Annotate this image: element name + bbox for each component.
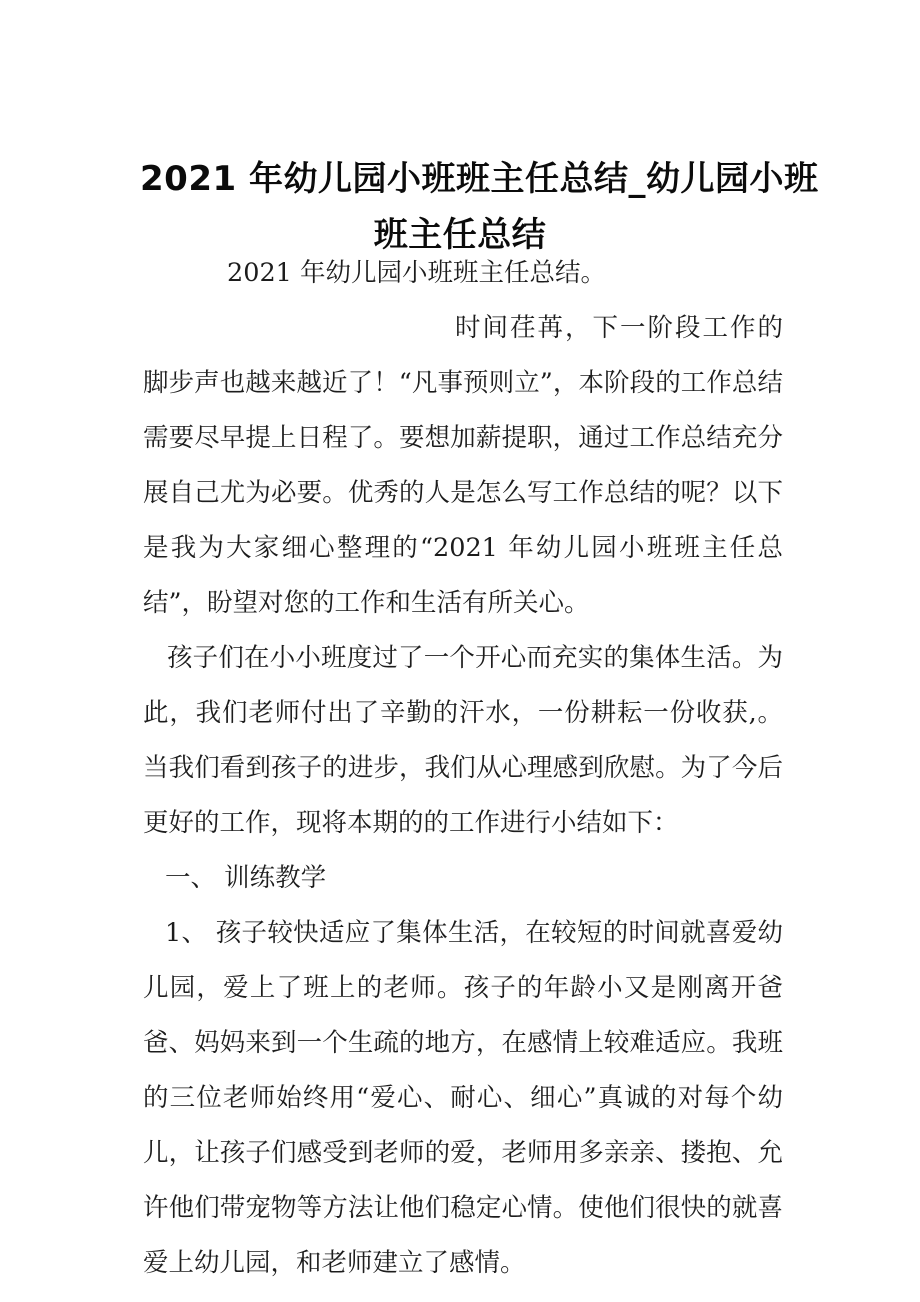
paragraph-overview: 孩子们在小小班度过了一个开心而充实的集体生活。为此，我们老师付出了辛勤的汗水，一份耕耘一份收获,。当我们看到孩子的进步，我们从心理感到欣慰。为了今后更好的工作，现将本期的的工作进行小结如下： <box>143 643 783 838</box>
paragraph-lead: 2021 年幼儿园小班班主任总结。 <box>227 258 607 288</box>
section-heading-1: 一、 训练教学 <box>165 863 327 893</box>
document-body <box>143 246 783 1291</box>
paragraph-intro: 时间荏苒，下一阶段工作的脚步声也越来越近了！“凡事预则立”，本阶段的工作总结需要尽早提上日程了。要想加薪提职，通过工作总结充分展自己尤为必要。优秀的人是怎么写工作总结的呢？以下是我为大家细心整理的“2021 年幼儿园小班班主任总结”，盼望对您的工作和生活有所关心。 <box>143 313 783 618</box>
page-title-line-1: 2021 年幼儿园小班班主任总结_幼儿园小班 <box>140 158 819 199</box>
page-title-line-2: 班主任总结 <box>373 214 547 255</box>
section-1-item-1: 1、 孩子较快适应了集体生活，在较短的时间就喜爱幼儿园，爱上了班上的老师。孩子的年龄小又是刚离开爸爸、妈妈来到一个生疏的地方，在感情上较难适应。我班的三位老师始终用“爱心、耐心、细心”真诚的对每个幼儿，让孩子们感受到老师的爱，老师用多亲亲、搂抱、允许他们带宠物等方法让他们稳定心情。使他们很快的就喜爱上幼儿园，和老师建立了感情。 <box>143 918 783 1278</box>
